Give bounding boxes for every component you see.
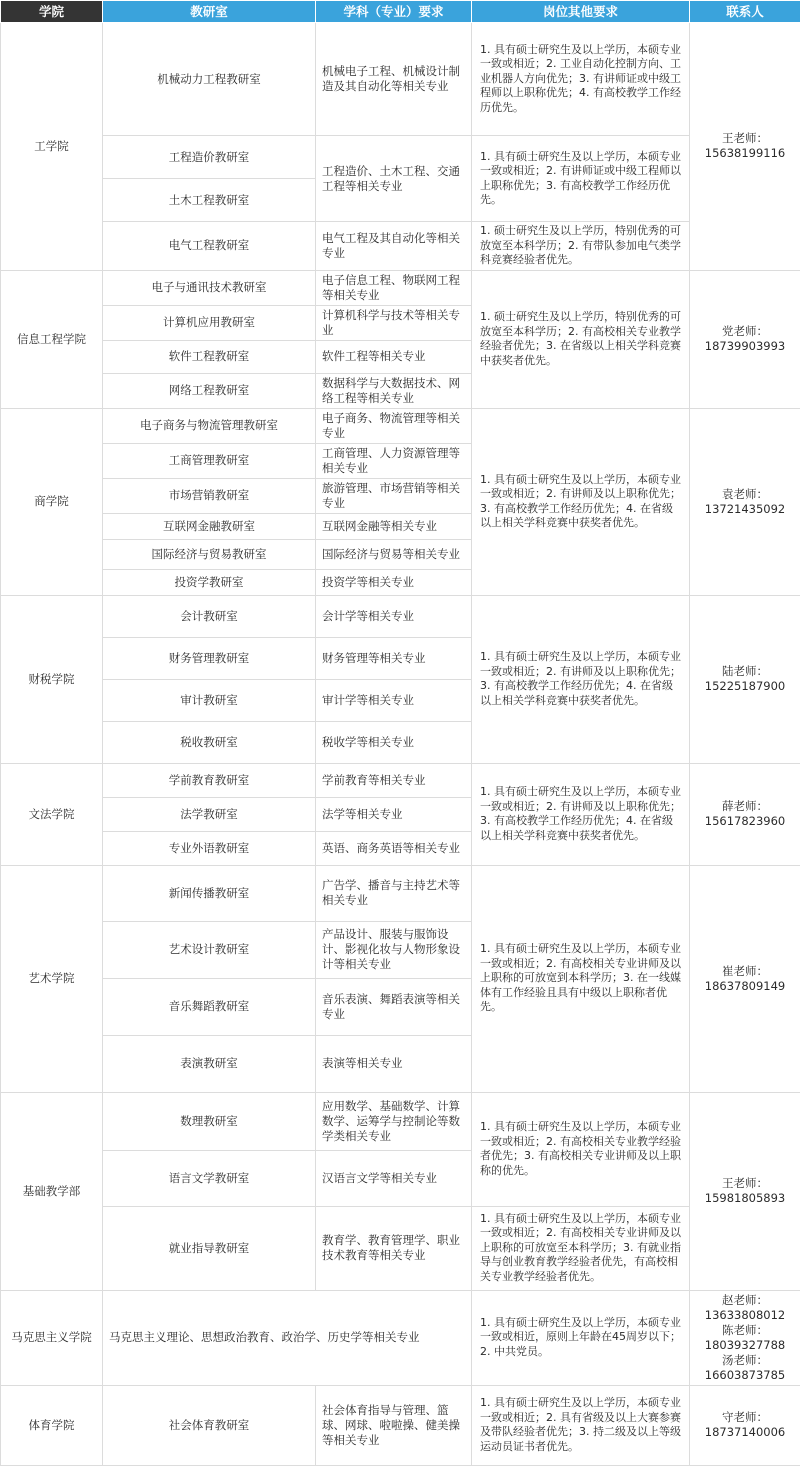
header-contact: 联系人	[690, 1, 800, 23]
other-requirements: 1. 具有硕士研究生及以上学历，本硕专业一致或相近；2. 有高校相关专业教学经验者优先；3. 有高校相关专业讲师及以上职称的优先。	[472, 1092, 690, 1206]
major-requirement: 机械电子工程、机械设计制造及其自动化等相关专业	[316, 23, 472, 136]
table-header	[1, 1, 800, 23]
department-name: 社会体育教研室	[103, 1385, 316, 1465]
major-requirement: 税收学等相关专业	[316, 721, 472, 763]
major-requirement: 教育学、教育管理学、职业技术教育等相关专业	[316, 1206, 472, 1290]
header-requirements: 岗位其他要求	[472, 1, 690, 23]
major-requirement: 音乐表演、舞蹈表演等相关专业	[316, 978, 472, 1035]
department-name: 艺术设计教研室	[103, 921, 316, 978]
contact-info: 王老师： 15981805893	[690, 1092, 800, 1290]
department-name: 审计教研室	[103, 679, 316, 721]
department-name: 表演教研室	[103, 1035, 316, 1092]
major-requirement: 马克思主义理论、思想政治教育、政治学、历史学等相关专业	[103, 1290, 472, 1385]
contact-info: 崔老师： 18637809149	[690, 865, 800, 1092]
department-name: 专业外语教研室	[103, 831, 316, 865]
major-requirement: 广告学、播音与主持艺术等相关专业	[316, 865, 472, 921]
other-requirements: 1. 具有硕士研究生及以上学历，本硕专业一致或相近；2. 有讲师证或中级工程师以上职称优先；3. 有高校教学工作经历优先。	[472, 136, 690, 222]
major-requirement: 学前教育等相关专业	[316, 763, 472, 797]
major-requirement: 计算机科学与技术等相关专业	[316, 305, 472, 340]
department-name: 音乐舞蹈教研室	[103, 978, 316, 1035]
school-name: 财税学院	[1, 595, 103, 763]
contact-info: 陆老师： 15225187900	[690, 595, 800, 763]
department-name: 软件工程教研室	[103, 340, 316, 373]
department-name: 互联网金融教研室	[103, 513, 316, 539]
header-major: 学科（专业）要求	[316, 1, 472, 23]
major-requirement: 互联网金融等相关专业	[316, 513, 472, 539]
major-requirement: 工程造价、土木工程、交通工程等相关专业	[316, 136, 472, 222]
major-requirement: 旅游管理、市场营销等相关专业	[316, 478, 472, 513]
department-name: 机械动力工程教研室	[103, 23, 316, 136]
department-name: 市场营销教研室	[103, 478, 316, 513]
department-name: 电子商务与物流管理教研室	[103, 408, 316, 443]
major-requirement: 电子信息工程、物联网工程等相关专业	[316, 270, 472, 305]
table-row	[1, 763, 800, 797]
table-row	[1, 865, 800, 921]
department-name: 投资学教研室	[103, 569, 316, 595]
other-requirements: 1. 具有硕士研究生及以上学历，本硕专业一致或相近，原则上年龄在45周岁以下；2. 中共党员。	[472, 1290, 690, 1385]
department-name: 国际经济与贸易教研室	[103, 539, 316, 569]
table-row	[1, 222, 800, 271]
school-name: 艺术学院	[1, 865, 103, 1092]
department-name: 就业指导教研室	[103, 1206, 316, 1290]
school-name: 体育学院	[1, 1385, 103, 1465]
department-name: 法学教研室	[103, 797, 316, 831]
other-requirements: 1. 硕士研究生及以上学历，特别优秀的可放宽至本科学历；2. 有带队参加电气类学科竞赛经验者优先。	[472, 222, 690, 271]
major-requirement: 国际经济与贸易等相关专业	[316, 539, 472, 569]
other-requirements: 1. 硕士研究生及以上学历，特别优秀的可放宽至本科学历；2. 有高校相关专业教学经验者优先；3. 在省级以上相关学科竞赛中获奖者优先。	[472, 270, 690, 408]
table-row	[1, 136, 800, 179]
header-row	[1, 1, 800, 23]
department-name: 网络工程教研室	[103, 373, 316, 408]
table-row	[1, 270, 800, 305]
contact-info: 守老师： 18737140006	[690, 1385, 800, 1465]
major-requirement: 汉语言文学等相关专业	[316, 1150, 472, 1206]
table-body	[1, 23, 800, 1466]
header-school: 学院	[1, 1, 103, 23]
department-name: 财务管理教研室	[103, 637, 316, 679]
school-name: 马克思主义学院	[1, 1290, 103, 1385]
major-requirement: 应用数学、基础数学、计算数学、运筹学与控制论等数学类相关专业	[316, 1092, 472, 1150]
other-requirements: 1. 具有硕士研究生及以上学历，本硕专业一致或相近；2. 有高校相关专业讲师及以上职称的可放宽到本科学历；3. 在一线媒体有工作经验且具有中级以上职称者优先。	[472, 865, 690, 1092]
department-name: 新闻传播教研室	[103, 865, 316, 921]
other-requirements: 1. 具有硕士研究生及以上学历，本硕专业一致或相近；2. 有讲师及以上职称优先；3. 有高校教学工作经历优先；4. 在省级以上相关学科竞赛中获奖者优先。	[472, 595, 690, 763]
major-requirement: 电子商务、物流管理等相关专业	[316, 408, 472, 443]
contact-info: 赵老师： 13633808012 陈老师： 18039327788 汤老师： 16603873785	[690, 1290, 800, 1385]
table-row	[1, 23, 800, 136]
major-requirement: 财务管理等相关专业	[316, 637, 472, 679]
contact-info: 党老师： 18739903993	[690, 270, 800, 408]
other-requirements: 1. 具有硕士研究生及以上学历，本硕专业一致或相近；2. 工业自动化控制方向、工业机器人方向优先；3. 有讲师证或中级工程师以上职称优先；4. 有高校教学工作经历优先。	[472, 23, 690, 136]
department-name: 税收教研室	[103, 721, 316, 763]
department-name: 语言文学教研室	[103, 1150, 316, 1206]
school-name: 基础教学部	[1, 1092, 103, 1290]
major-requirement: 软件工程等相关专业	[316, 340, 472, 373]
major-requirement: 工商管理、人力资源管理等相关专业	[316, 443, 472, 478]
department-name: 工程造价教研室	[103, 136, 316, 179]
school-name: 工学院	[1, 23, 103, 271]
table-row	[1, 1206, 800, 1290]
school-name: 信息工程学院	[1, 270, 103, 408]
contact-info: 袁老师： 13721435092	[690, 408, 800, 595]
major-requirement: 投资学等相关专业	[316, 569, 472, 595]
other-requirements: 1. 具有硕士研究生及以上学历，本硕专业一致或相近；2. 有讲师及以上职称优先；3. 有高校教学工作经历优先；4. 在省级以上相关学科竞赛中获奖者优先。	[472, 763, 690, 865]
major-requirement: 英语、商务英语等相关专业	[316, 831, 472, 865]
major-requirement: 审计学等相关专业	[316, 679, 472, 721]
table-row	[1, 1092, 800, 1150]
major-requirement: 数据科学与大数据技术、网络工程等相关专业	[316, 373, 472, 408]
major-requirement: 社会体育指导与管理、篮球、网球、啦啦操、健美操等相关专业	[316, 1385, 472, 1465]
other-requirements: 1. 具有硕士研究生及以上学历，本硕专业一致或相近；2. 有高校相关专业讲师及以上职称的可放宽至本科学历；3. 有就业指导与创业教育教学经验者优先，有高校相关专业教学经验者优先。	[472, 1206, 690, 1290]
school-name: 文法学院	[1, 763, 103, 865]
school-name: 商学院	[1, 408, 103, 595]
department-name: 工商管理教研室	[103, 443, 316, 478]
table-row	[1, 408, 800, 443]
major-requirement: 会计学等相关专业	[316, 595, 472, 637]
header-department: 教研室	[103, 1, 316, 23]
major-requirement: 表演等相关专业	[316, 1035, 472, 1092]
other-requirements: 1. 具有硕士研究生及以上学历，本硕专业一致或相近；2. 有讲师及以上职称优先；3. 有高校教学工作经历优先；4. 在省级以上相关学科竞赛中获奖者优先。	[472, 408, 690, 595]
contact-info: 薛老师： 15617823960	[690, 763, 800, 865]
table-row	[1, 1385, 800, 1465]
department-name: 土木工程教研室	[103, 179, 316, 222]
major-requirement: 电气工程及其自动化等相关专业	[316, 222, 472, 271]
major-requirement: 产品设计、服装与服饰设计、影视化妆与人物形象设计等相关专业	[316, 921, 472, 978]
major-requirement: 法学等相关专业	[316, 797, 472, 831]
other-requirements: 1. 具有硕士研究生及以上学历，本硕专业一致或相近；2. 具有省级及以上大赛参赛及带队经验者优先；3. 持二级及以上等级运动员证书者优先。	[472, 1385, 690, 1465]
table-row	[1, 595, 800, 637]
department-name: 电气工程教研室	[103, 222, 316, 271]
department-name: 会计教研室	[103, 595, 316, 637]
department-name: 计算机应用教研室	[103, 305, 316, 340]
department-name: 数理教研室	[103, 1092, 316, 1150]
contact-info: 王老师： 15638199116	[690, 23, 800, 271]
table-row	[1, 1290, 800, 1385]
department-name: 电子与通讯技术教研室	[103, 270, 316, 305]
department-name: 学前教育教研室	[103, 763, 316, 797]
